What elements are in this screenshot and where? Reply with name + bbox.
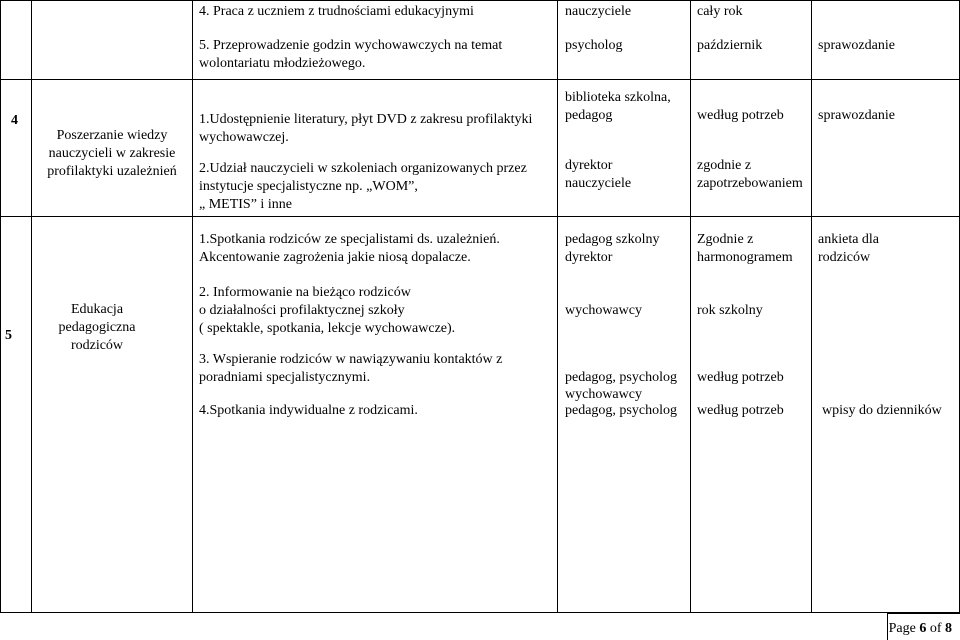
section-title-line1: Edukacja (70, 302, 124, 317)
page-current: 6 (919, 621, 927, 636)
task-4: 4.Spotkania indywidualne z rodzicami. (199, 403, 418, 418)
evaluation-1: sprawozdanie (818, 108, 895, 123)
task-1-line1: 1.Udostępnienie literatury, płyt DVD z zakresu profilaktyki (199, 112, 533, 127)
responsible-1-line2: dyrektor (565, 250, 613, 265)
deadline-2-line2: zapotrzebowaniem (697, 176, 803, 191)
responsible-3-line2: wychowawcy (565, 387, 642, 402)
responsible-1-line2: pedagog (565, 108, 613, 123)
section-title-line2: pedagogiczna (58, 320, 136, 335)
evaluation-1-line2: rodziców (818, 250, 871, 265)
deadline-1-line1: Zgodnie z (697, 232, 754, 247)
task-1-line2: Akcentowanie zagrożenia jakie niosą dopalacze. (199, 250, 471, 265)
section-title-line1: Poszerzanie wiedzy (56, 128, 168, 143)
task-1-line2: wychowawczej. (199, 130, 289, 145)
grid-line (192, 0, 193, 613)
row-number: 5 (5, 328, 12, 343)
grid-line (0, 216, 960, 217)
grid-line (0, 79, 960, 80)
responsible-2-line1: dyrektor (565, 158, 613, 173)
deadline-2: rok szkolny (697, 303, 763, 318)
grid-line (811, 0, 812, 613)
deadline-1-line2: harmonogramem (697, 250, 793, 265)
grid-line (557, 0, 558, 613)
evaluation-4: wpisy do dzienników (822, 403, 942, 418)
task-item-4: 4. Praca z uczniem z trudnościami edukacyjnymi (199, 4, 474, 19)
task-2-line3: „ METIS” i inne (199, 197, 292, 212)
row-number: 4 (11, 113, 18, 128)
responsible-2: wychowawcy (565, 303, 642, 318)
section-title-line2: nauczycieli w zakresie (48, 146, 176, 161)
task-3-line2: poradniami specjalistycznymi. (199, 370, 371, 385)
section-title-line3: profilaktyki uzależnień (47, 164, 177, 179)
deadline-item-5: październik (697, 38, 763, 53)
task-item-5-line1: 5. Przeprowadzenie godzin wychowawczych na temat (199, 38, 503, 53)
responsible-3-line1: pedagog, psycholog (565, 370, 677, 385)
task-1-line1: 1.Spotkania rodziców ze specjalistami ds. uzależnień. (199, 232, 500, 247)
task-item-5-line2: wolontariatu młodzieżowego. (199, 56, 366, 71)
page-number (889, 620, 952, 639)
page-word: Page (888, 621, 916, 636)
task-2-line1: 2. Informowanie na bieżąco rodziców (199, 285, 411, 300)
responsible-2-line2: nauczyciele (565, 176, 632, 191)
responsible-item-5: psycholog (565, 38, 623, 53)
grid-line (0, 612, 960, 613)
task-2-line1: 2.Udział nauczycieli w szkoleniach organizowanych przez (199, 161, 527, 176)
deadline-item-4: cały rok (697, 4, 743, 19)
grid-line (0, 0, 1, 613)
task-3-line1: 3. Wspieranie rodziców w nawiązywaniu kontaktów z (199, 352, 503, 367)
page-total: 8 (945, 621, 952, 636)
deadline-4: według potrzeb (697, 403, 784, 418)
responsible-1-line1: biblioteka szkolna, (565, 90, 671, 105)
grid-line (0, 0, 960, 1)
deadline-3: według potrzeb (697, 370, 784, 385)
task-2-line3: ( spektakle, spotkania, lekcje wychowawcze). (199, 321, 456, 336)
task-2-line2: instytucje specjalistyczne np. „WOM”, (199, 179, 418, 194)
section-title-line3: rodziców (70, 338, 124, 353)
evaluation-item-5: sprawozdanie (818, 38, 895, 53)
deadline-2-line1: zgodnie z (697, 158, 752, 173)
responsible-1-line1: pedagog szkolny (565, 232, 660, 247)
of-word: of (929, 621, 942, 636)
evaluation-1-line1: ankieta dla (818, 232, 880, 247)
grid-line (690, 0, 691, 613)
responsible-item-4: nauczyciele (565, 4, 632, 19)
deadline-1: według potrzeb (697, 108, 784, 123)
task-2-line2: o działalności profilaktycznej szkoły (199, 303, 405, 318)
responsible-4: pedagog, psycholog (565, 403, 677, 418)
